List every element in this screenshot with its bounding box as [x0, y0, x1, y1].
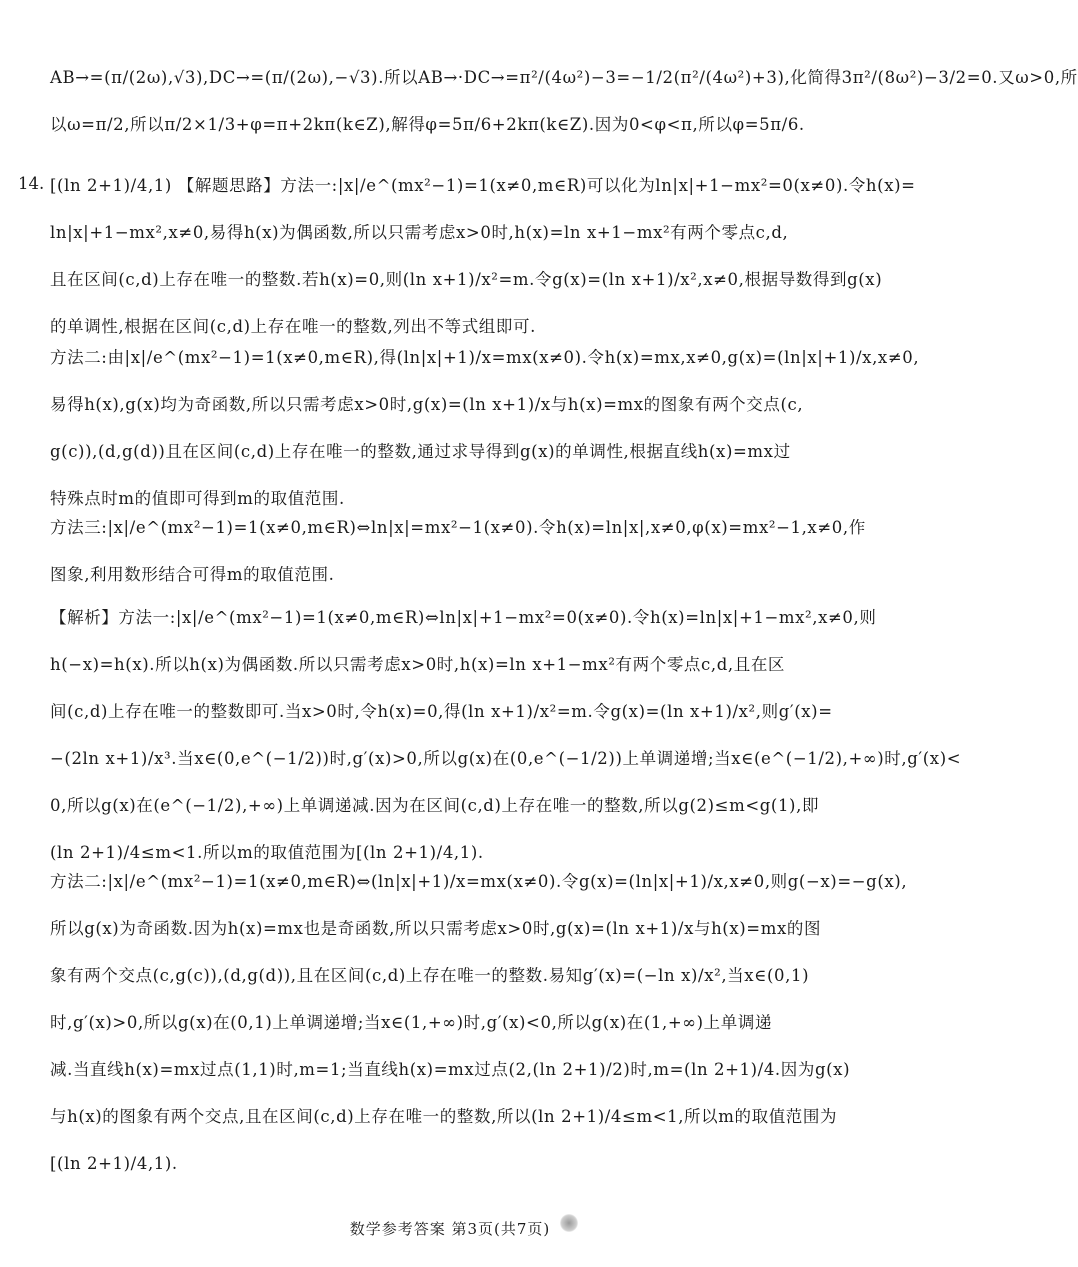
text-line: 方法二:|x|/e^(mx²−1)=1(x≠0,m∈R)⇔(ln|x|+1)/x=mx(x≠0).令g(x)=(ln|x|+1)/x,x≠0,则g(−x)=−g(x),: [50, 872, 908, 891]
text-line: 的单调性,根据在区间(c,d)上存在唯一的整数,列出不等式组即可.: [50, 317, 536, 336]
text-line: 间(c,d)上存在唯一的整数即可.当x>0时,令h(x)=0,得(ln x+1)/x²=m.令g(x)=(ln x+1)/x²,则g′(x)=: [50, 702, 833, 721]
text-line: ln|x|+1−mx²,x≠0,易得h(x)为偶函数,所以只需考虑x>0时,h(x)=ln x+1−mx²有两个零点c,d,: [50, 223, 789, 242]
text-line: 且在区间(c,d)上存在唯一的整数.若h(x)=0,则(ln x+1)/x²=m.令g(x)=(ln x+1)/x²,x≠0,根据导数得到g(x): [50, 270, 883, 289]
text-line: 时,g′(x)>0,所以g(x)在(0,1)上单调递增;当x∈(1,+∞)时,g′(x)<0,所以g(x)在(1,+∞)上单调递: [50, 1013, 773, 1032]
problem-number: 14.: [18, 174, 45, 193]
text-line: 方法三:|x|/e^(mx²−1)=1(x≠0,m∈R)⇔ln|x|=mx²−1(x≠0).令h(x)=ln|x|,x≠0,φ(x)=mx²−1,x≠0,作: [50, 518, 866, 537]
paragraph-p14c: [50, 504, 865, 598]
text-line: 方法二:由|x|/e^(mx²−1)=1(x≠0,m∈R),得(ln|x|+1)/x=mx(x≠0).令h(x)=mx,x≠0,g(x)=(ln|x|+1)/x,x≠0,: [50, 348, 920, 367]
text-line: AB→=(π/(2ω),√3),DC→=(π/(2ω),−√3).所以AB→·DC→=π²/(4ω²)−3=−1/2(π²/(4ω²)+3),化简得3π²/(8ω²)−3/2=0.又ω>0,所: [50, 68, 1078, 87]
text-line: [(ln 2+1)/4,1).: [50, 1154, 178, 1173]
text-line: 减.当直线h(x)=mx过点(1,1)时,m=1;当直线h(x)=mx过点(2,(ln 2+1)/2)时,m=(ln 2+1)/4.因为g(x): [50, 1060, 851, 1079]
text-line: (ln 2+1)/4≤m<1.所以m的取值范围为[(ln 2+1)/4,1).: [50, 843, 484, 862]
text-line: 特殊点时m的值即可得到m的取值范围.: [50, 489, 345, 508]
text-line: −(2ln x+1)/x³.当x∈(0,e^(−1/2))时,g′(x)>0,所以g(x)在(0,e^(−1/2))上单调递增;当x∈(e^(−1/2),+∞)时,g′(x)<: [50, 749, 962, 768]
text-line: 象有两个交点(c,g(c)),(d,g(d)),且在区间(c,d)上存在唯一的整数.易知g′(x)=(−ln x)/x²,当x∈(0,1): [50, 966, 810, 985]
text-line: 易得h(x),g(x)均为奇函数,所以只需考虑x>0时,g(x)=(ln x+1)/x与h(x)=mx的图象有两个交点(c,: [50, 395, 804, 414]
text-line: 0,所以g(x)在(e^(−1/2),+∞)上单调递减.因为在区间(c,d)上存在唯一的整数,所以g(2)≤m<g(1),即: [50, 796, 820, 815]
text-line: 图象,利用数形结合可得m的取值范围.: [50, 565, 335, 584]
text-line: 【解析】方法一:|x|/e^(mx²−1)=1(x≠0,m∈R)⇔ln|x|+1−mx²=0(x≠0).令h(x)=ln|x|+1−mx²,x≠0,则: [50, 608, 877, 627]
paragraph-p14a: [50, 162, 916, 350]
paragraph-p14e: [50, 858, 908, 1187]
text-line: 与h(x)的图象有两个交点,且在区间(c,d)上存在唯一的整数,所以(ln 2+1)/4≤m<1,所以m的取值范围为: [50, 1107, 838, 1126]
scan-smudge: [560, 1214, 578, 1232]
text-line: 以ω=π/2,所以π/2×1/3+φ=π+2kπ(k∈Z),解得φ=5π/6+2kπ(k∈Z).因为0<φ<π,所以φ=5π/6.: [50, 115, 805, 134]
text-line: 所以g(x)为奇函数.因为h(x)=mx也是奇函数,所以只需考虑x>0时,g(x)=(ln x+1)/x与h(x)=mx的图: [50, 919, 822, 938]
paragraph-p14d: [50, 594, 962, 876]
text-line: g(c)),(d,g(d))且在区间(c,d)上存在唯一的整数,通过求导得到g(x)的单调性,根据直线h(x)=mx过: [50, 442, 791, 461]
text-line: [(ln 2+1)/4,1) 【解题思路】方法一:|x|/e^(mx²−1)=1(x≠0,m∈R)可以化为ln|x|+1−mx²=0(x≠0).令h(x)=: [50, 176, 916, 195]
text-line: h(−x)=h(x).所以h(x)为偶函数.所以只需考虑x>0时,h(x)=ln x+1−mx²有两个零点c,d,且在区: [50, 655, 786, 674]
page-footer: 数学参考答案 第3页(共7页): [349, 1220, 551, 1238]
paragraph-p13: [50, 54, 1078, 148]
paragraph-p14b: [50, 334, 920, 522]
